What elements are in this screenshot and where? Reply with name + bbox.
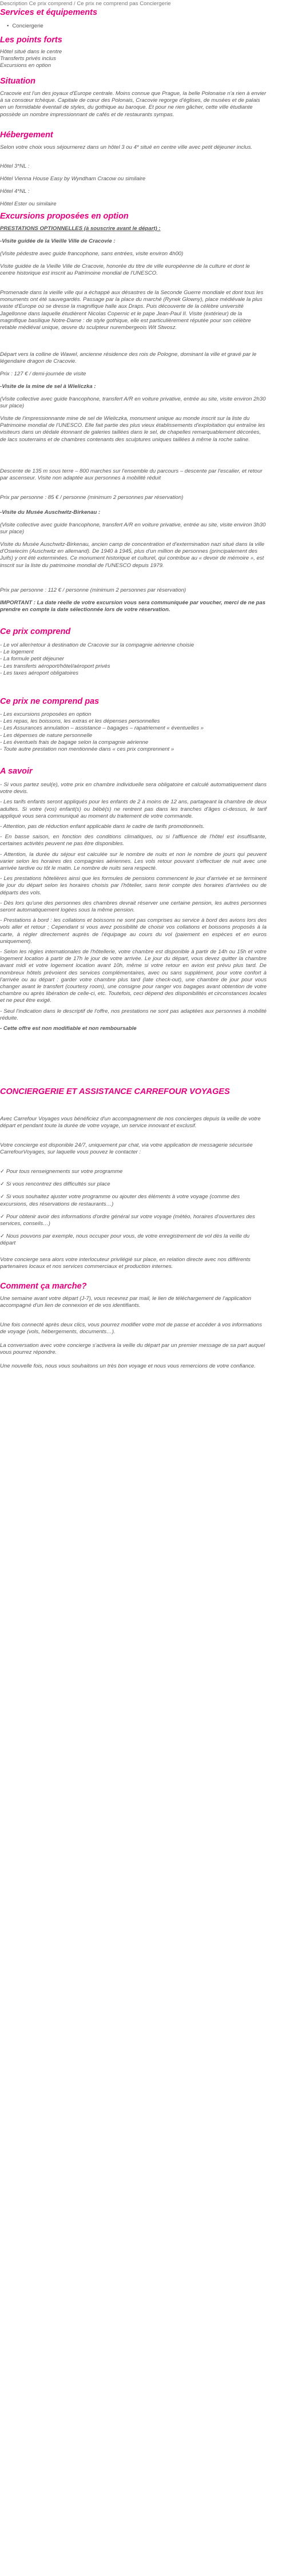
wieliczka-desc: Visite de l'impressionnante mine de sel de Wieliczka, monument unique au monde inscrit sur la liste du Patrimoine mondial de l'UNESCO. Elle fait partie des plus vieux établissements d'exploitation qui entraîne les visiteurs dans un dédale étonnant de galeries taillées dans le sel, de chapelles remarquablement décorées, de lacs souterrains et de chambres contenants des sculptures uniques taillées à même la roche saline. (0, 415, 265, 443)
concierge-heading: CONCIERGERIE ET ASSISTANCE CARREFOUR VOYAGES (0, 1087, 230, 1096)
know-paragraph: - En basse saison, en fonction des conditions climatiques, ou si l'affluence de l'hôtel est insuffisante, certaines activités peuvent ne pas être disponibles. (0, 834, 267, 847)
hotel-4-desc: Hôtel Ester ou similaire (0, 201, 57, 207)
know-paragraph: - Selon les règles internationales de l'hôtellerie, votre chambre est disponible à partir de 14h ou 15h et votre logement location à partir de 17h le jour de votre arrivée. Le jour du départ, vous devez quitter la chambre avant midi et votre logement location avant 10h, même si votre retour en avion est prévu plus tard. De nombreux hôtels prévoient des services complémentaires, avec ou sans supplément, pour votre confort à l'arrivée ou au départ : garder votre chambre plus tard (late check-out), une chambre de jour pour vous changer avant le transfert (courtesy room), une consigne pour ranger vos bagages avant obtention de votre chambre ou après libération de celle-ci, etc. Toutefois, ceci dépend des disponibilités et circonstances locales et ne peut être exigé. (0, 949, 267, 1004)
know-paragraph: - Les tarifs enfants seront appliqués pour les enfants de 2 à moins de 12 ans, partageant la chambre de deux adultes. Si votre (vos) enfant(s) ou bébé(s) ne rentrent pas dans les tranches d'âges ci-dessus, le tarif appliqué vous sera communiqué au moment du traitement de votre commande. (0, 799, 267, 819)
concierge-items (0, 1168, 267, 1247)
exclude-item: - Les éventuels frais de bagage selon la compagnie aérienne (0, 739, 149, 746)
old-town-sub: (Visite pédestre avec guide francophone, sans entrées, visite environ 4h00) (0, 251, 184, 257)
know-heading: A savoir (0, 767, 33, 776)
optional-title: PRESTATIONS OPTIONNELLES (à souscrire avant le départ) : (0, 225, 161, 232)
hotel-3-desc: Hôtel Vienna House Easy by Wyndham Cracow ou similaire (0, 176, 146, 182)
services-heading: Services et équipements (0, 8, 98, 17)
old-town-walk: Promenade dans la vieille ville qui a échappé aux désastres de la Seconde Guerre mondiale et dont tous les monuments ont été sauvegardés. Passage par la place du marché (Rynek Glowny), place médiévale la plus vaste d'Europe où se dresse la magnifique halle aux Draps. Puis découverte de la célèbre université Jagellonne dans laquelle étudièrent Nicolas Copernic et le pape Jean-Paul II. Visite (extérieur) de la magnifique basilique Notre-Dame : de style gothique, elle est particulièrement réputée pour son célèbre retable médiéval unique, œuvre du sculpteur nurembergeois Wit Stwosz. (0, 290, 264, 331)
include-item: - Les transferts aéroport/hôtel/aéroport privés (0, 663, 110, 669)
wieliczka-sub: (Visite collective avec guide francophone, transfert A/R en voiture privative, entrée au site, visite environ 2h30 sur place) (0, 396, 266, 410)
know-paragraph: - Les prestations hôtelières ainsi que les formules de pensions commencent le jour d'arrivée et se terminent le jour du départ selon les horaires choisis par l'hôtelier, sans tenir compte des horaires d'arrivées ou de départs des vols. (0, 875, 267, 896)
auschwitz-price: Prix par personne : 112 € / personne (minimum 2 personnes par réservation) (0, 587, 186, 593)
concierge-p1: Avec Carrefour Voyages vous bénéficiez d'un accompagnement de nos concierges depuis la veille de votre départ et pendant toute la durée de votre voyage, un service innovant et exclusif. (0, 1116, 261, 1130)
old-town-price: Prix : 127 € / demi-journée de visite (0, 371, 86, 377)
excludes-list (0, 711, 267, 753)
service-item: • Conciergerie (7, 23, 43, 29)
comment-heading: Comment ça marche? (0, 1282, 87, 1291)
include-item: - Le logement (0, 649, 34, 656)
concierge-p2: Votre concierge est disponible 24/7, uniquement par chat, via votre application de messagerie sécurisée CarrefourVoyages, sur laquelle vous pouvez le contacter : (0, 1142, 253, 1156)
concierge-item: ✓ Nous pouvons par exemple, nous occuper pour vous, de votre enregistrement de vol dès la veille du départ (0, 1233, 250, 1247)
know-paragraph: - Seul l'indication dans le descriptif de l'offre, nos prestations ne sont pas adaptées aux personnes à mobilité réduite. (0, 1008, 267, 1021)
situation-text: Cracovie est l'un des joyaux d'Europe centrale. Moins connue que Prague, la belle Polonaise n'a rien à envier à sa consœur tchèque. Capitale de cœur des Polonais, Cracovie regorge d'églises, de musées et de palais en un formidable éventail de styles, du gothique au baroque. Et pour ne rien gâcher, cette ville étudiante possède un nombre impressionnant de cafés et de restaurants sympas. (0, 90, 267, 118)
highlight-item: Hôtel situé dans le centre (0, 49, 62, 55)
include-item: - Le vol aller/retour à destination de Cracovie sur la compagnie aérienne choisie (0, 642, 194, 648)
concierge-item: ✓ Pour obtenir avoir des informations d'ordre général sur votre voyage (météo, horaires d'ouvertures des services, conseils…) (0, 1213, 255, 1227)
excursions-heading: Excursions proposées en option (0, 212, 129, 221)
hebergement-intro: Selon votre choix vous séjournerez dans un hôtel 3 ou 4* situé en centre ville avec petit déjeuner inclus. (0, 144, 253, 150)
hotel-3-label: Hôtel 3*NL : (0, 163, 30, 169)
concierge-item: ✓ Pour tous renseignements sur votre programme (0, 1168, 123, 1175)
know-paragraph: - Attention, la durée du séjour est calculée sur le nombre de nuits et non le nombre de jours qui peuvent varier selon les horaires des compagnies aériennes. Les vols retour pouvant s'effectuer de nuit avec une arrivée tardive ou tôt le matin. Le nombre de nuits sera respecté. (0, 851, 267, 872)
wieliczka-title: -Visite de la mine de sel à Wieliczka : (0, 383, 96, 390)
concierge-p6: La conversation avec votre concierge s'activera la veille du départ par un premier message de sa part auquel vous pourrez répondre. (0, 1342, 265, 1356)
know-paragraph: - Prestations à bord : les collations et boissons ne sont pas comprises au service à bord des avions lors des vols aller et retour ; Cependant si vous avez possibilité de choisir vos collations et boissons proposés à la carte, à régler directement auprès de l'équipage au cours du vol (paiement en espèces et en euros uniquement). (0, 917, 267, 945)
exclude-item: - Toute autre prestation non mentionnée dans « ces prix comprennent » (0, 746, 174, 753)
important-note: IMPORTANT : La date réelle de votre excursion vous sera communiquée par voucher, merci de ne pas prendre en compte la date sélectionnée lors de votre réservation. (0, 600, 266, 613)
auschwitz-title: -Visite du Musée Auschwitz-Birkenau : (0, 509, 101, 516)
situation-heading: Situation (0, 77, 36, 86)
concierge-p5: Une fois connecté après deux clics, vous pourrez modifier votre mot de passe et accéder à vos informations de voyage (vols, hébergements, documents…). (0, 1322, 263, 1335)
know-paragraphs (0, 782, 267, 1032)
include-item: - La formule petit déjeuner (0, 656, 64, 663)
exclude-item: - Les dépenses de nature personnelle (0, 732, 93, 739)
concierge-item: ✓ Si vous rencontrez des difficultés sur place (0, 1181, 110, 1188)
old-town-wawel: Départ vers la colline de Wawel, ancienne résidence des rois de Pologne, dominant la ville et gravé par le légendaire dragon de Cracovie. (0, 351, 257, 365)
know-paragraph: - Dès lors qu'une des personnes des chambres devrait réserver une certaine pension, les autres personnes seront automatiquement logées sous la même pension. (0, 899, 267, 914)
concierge-p4: Une semaine avant votre départ (J-7), vous recevrez par mail, le lien de téléchargement de l'application accompagné d'un lien de connexion et de vos identifiants. (0, 1295, 252, 1309)
highlight-item: Transferts privés inclus (0, 56, 56, 62)
concierge-p3: Votre concierge sera alors votre interlocuteur privilégié sur place, en relation directe avec nos différents partenaires locaux et nos services commerciaux et production internes. (0, 1257, 251, 1270)
know-paragraph: - Cette offre est non modifiable et non remboursable (0, 1025, 137, 1032)
includes-list (0, 642, 267, 677)
old-town-desc: Visite guidée de la Vieille Ville de Cracovie, honorée du titre de ville européenne de la culture et dont le centre historique est inscrit au Patrimoine mondial de l'UNESCO. (0, 263, 250, 277)
old-town-title: -Visite guidée de la Vieille Ville de Cracovie : (0, 238, 116, 244)
wieliczka-desc2: Descente de 135 m sous terre – 800 marches sur l'ensemble du parcours – descente par l'escalier, et retour par ascenseur. Visite non adaptée aux personnes à mobilité réduit (0, 468, 263, 482)
breadcrumb: Description Ce prix comprend / Ce prix ne comprend pas Conciergerie (0, 1, 171, 7)
wieliczka-price: Prix par personne : 85 € / personne (minimum 2 personnes par réservation) (0, 494, 184, 501)
know-paragraph: - Attention, pas de réduction enfant applicable dans le cadre de tarifs promotionnels. (0, 823, 205, 830)
know-paragraph: - Si vous partez seul(e), votre prix en chambre individuelle sera obligatoire et calculé automatiquement dans votre devis. (0, 782, 267, 795)
highlights-list (0, 49, 267, 70)
auschwitz-sub: (Visite collective avec guide francophone, transfert A/R en voiture privative, entrée au site, visite environ 3h30 sur place) (0, 522, 266, 536)
include-item: - Les taxes aéroport obligatoires (0, 669, 79, 676)
exclude-item: - Les excursions proposées en option (0, 711, 92, 718)
excludes-heading: Ce prix ne comprend pas (0, 697, 100, 706)
concierge-p7: Une nouvelle fois, nous vous souhaitons un très bon voyage et nous vous remercions de votre confiance. (0, 1363, 256, 1369)
hebergement-heading: Hébergement (0, 130, 53, 140)
exclude-item: - Les Assurances annulation – assistance – bagages – rapatriement « éventuelles » (0, 725, 204, 732)
exclude-item: - Les repas, les boissons, les extras et les dépenses personnelles (0, 718, 160, 725)
includes-heading: Ce prix comprend (0, 627, 71, 636)
hotel-4-label: Hôtel 4*NL : (0, 188, 30, 195)
highlights-heading: Les points forts (0, 35, 62, 45)
concierge-item: ✓ Si vous souhaitez ajuster votre programme ou ajouter des éléments à votre voyage (comme des excursions, des réservations de restaurants…) (0, 1194, 240, 1207)
highlight-item: Excursions en option (0, 62, 51, 69)
auschwitz-desc: Visite du Musée Auschwitz-Birkenau, ancien camp de concentration et d'extermination nazi situé dans la ville d'Oswiecim (Auschwitz en allemand). De 1940 à 1945, plus d'un million de personnes (principalement des Juifs) y ont été exterminées. Ce monument historique et culturel, qui contribue au « devoir de mémoire », est inscrit sur la liste du patrimoine mondial de l'UNESCO depuis 1979. (0, 541, 265, 569)
